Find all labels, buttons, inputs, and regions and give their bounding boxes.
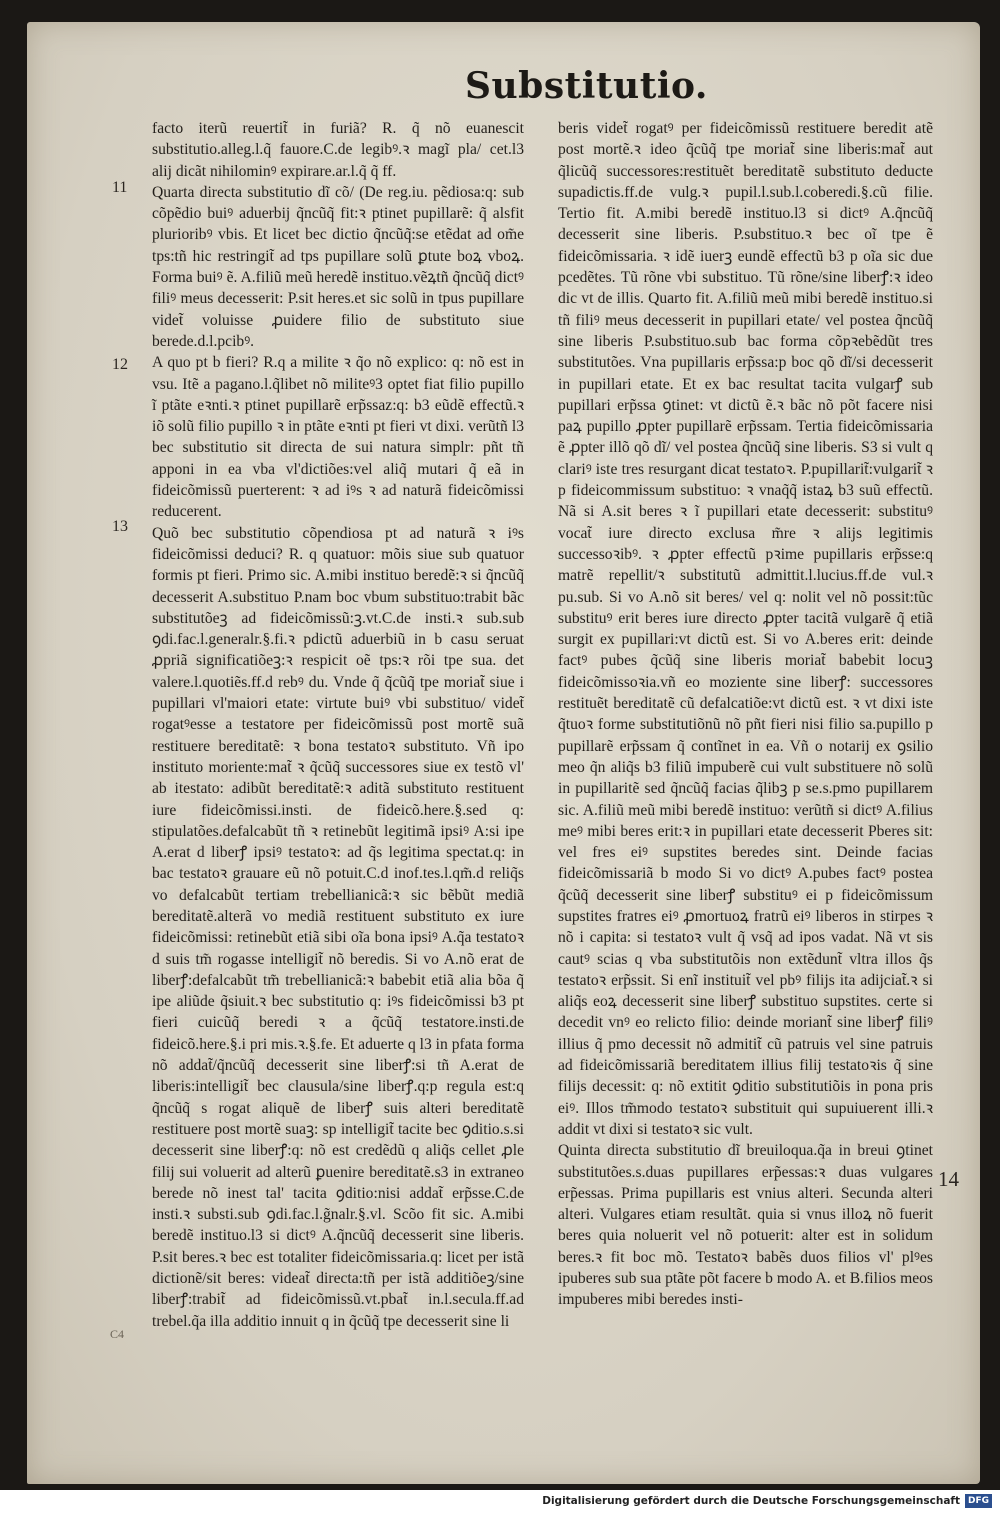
margin-number-13: 13 — [112, 518, 128, 535]
left-paragraph-1: facto iterũ reuertit̃ in furiã? R. q̃ nõ euanescit substitutio.alleg.l.q̃ fauore.C.de legibꝰ.ꝛ magĩ pla/ cet.l3 alij dicãt nihilominꝰ expirare.ar.l.q̃ q̃ ff. — [152, 120, 524, 180]
signature-mark: C4 — [110, 1327, 125, 1341]
dfg-logo: DFG — [965, 1494, 992, 1508]
margin-number-11: 11 — [112, 179, 128, 196]
right-text-column — [558, 118, 933, 1311]
digitization-footer — [0, 1490, 1000, 1513]
margin-number-14: 14 — [938, 1167, 959, 1191]
left-paragraph-2: Quarta directa substitutio dĩ cõ/ (De reg.iu. pẽdiosa:q: sub cõpẽdio buiꝰ aduerbij q̃ncũq̃ fit:ꝛ ptinet pupillarẽ: q̃ alsfit plurioribꝰ vbis. Et licet bec dictio q̃ncũq̃:se etẽdat ad om̃e tps:tñ hic restringit̃ ad tps pupillare solũ ꝑtute boꝝ vboꝝ. Forma buiꝰ ẽ. A.filiũ meũ heredẽ instituo.vẽꝝtñ q̃ncũq̃ dictꝰ filiꝰ meus decesserit: P.sit heres.et sic solũ in tpus pupillare videt̃ voluisse ꝓuidere filio de substituto siue berede.d.l.pcibꝰ. — [152, 183, 524, 350]
running-title: Substitutio. — [465, 65, 708, 107]
left-text-column — [152, 118, 524, 1332]
footer-credit: Digitalisierung gefördert durch die Deutsche Forschungsgemeinschaft — [542, 1495, 960, 1507]
left-paragraph-4: Quõ bec substitutio cõpendiosa pt ad naturã ꝛ iꝰs fideicõmissi deduci? R. q quatuor: mõis siue sub quatuor formis pt fieri. Primo sic. A.mibi instituo beredẽ:ꝛ si q̃ncũq̃ decesserit A.substituo P.nam boc vbum substituo:trabit bãc substitutõeꝫ ad fideicõmissũ:ꝫ.vt.C.de insti.ꝛ sub.sub ꝯdi.fac.l.generalr.§.fi.ꝛ pdictũ aduerbiũ in b casu seruat ꝓpriã significatiõeꝫ:ꝛ respicit oẽ tps:ꝛ rõi tpe sua. det valere.l.quotiẽs.ff.d rebꝰ du. Vnde q̃ q̃cũq̃ tpe moriat̃ siue i pupillari vl'maiori etate: virtute buiꝰ vbi substituo/ videt̃ rogatꝰesse a testatore per fideicõmissũ post mortẽ suã restituere bereditatẽ: ꝛ bona testatoꝛ substituto. Vñ ipo instituto moriente:mat̃ ꝛ q̃cũq̃ successores siue ex testõ vl' ab itestato: adibũt bereditatẽ:ꝛ aditã substituto restituent iure fideicõmissi.insti. de fideicõ.here.§.sed q: stipulatões.defalcabũt tñ ꝛ retinebũt legitimã ipsiꝰ A:si ipe A.erat d liberꝭ ipsiꝰ testatoꝛ: ad q̃s legitima spectat.q: in bac testatoꝛ grauare eũ nõ potuit.C.d inof.tes.l.qm̃.d reliq̃s vo defalcabũt tertiam trebellianicã:ꝛ sic bẽbũt mediã bereditatẽ.alterã vo mediã restituent substituto ex iure fideicõmissi: retinebũt etiã sibi oĩa bona ipsiꝰ A.q̃a testatoꝛ d suis tm̃ rogasse intelligit̃ nõ beredis. Si vo A.nõ erat de liberꝭ:defalcabũt tm̃ trebellianicã:ꝛ babebit etiã alia bõa q̃ ipe aliũde q̃siuit.ꝛ bec substitutio q: iꝰs fideicõmissi b3 pt fieri cuicũq̃ beredi ꝛ a q̃cũq̃ testatore.insti.de fideicõ.here.§.i pri mis.ꝛ.§.fe. Et aduerte q l3 in pfata forma nõ addat̃/q̃ncũq̃ decesserit sine liberꝭ:si tñ A.erat de liberis:intelligit̃ bec clausula/sine liberꝭ.q:p regula est:q q̃ncũq̃ s rogat aliquẽ de liberꝭ suis alteri bereditatẽ restituere post mortẽ suaꝫ: sp intelligit̃ tacite bec ꝯditio.s.si decesserit sine liberꝭ:q: nõ est credẽdũ q aliq̃s cellet ꝓle filij sui voluerit ad alterũ ꝑuenire bereditatẽ.s3 in extraneo berede nõ inest tal' tacita ꝯditio:nisi addat̃ erp̃sse.C.de insti.ꝛ substi.sub ꝯdi.fac.l.g̃nalr.§.vl. Scõo fit sic. A.mibi beredẽ instituo.l3 si dictꝰ A.q̃ncũq̃ decesserit sine liberis. P.sit beres.ꝛ bec est totaliter fideicõmissaria.q: licet per istã dictionẽ/sit beres: videat̃ directa:tñ per istã additiõeꝫ/sine liberꝭ:trabit̃ ad fideicõmissũ.vt.pbat̃ in.l.secula.ff.ad trebel.q̃a illa additio innuit q in q̃cũq̃ tpe decesserit sine li — [152, 524, 524, 1330]
right-paragraph-2: Quinta directa substitutio dĩ breuiloqua.q̃a in breui ꝯtinet substitutões.s.duas pupillares erp̃essas:ꝛ duas vulgares erp̃essas. Prima pupillaris est vnius alteri. Secunda alteri alteri. Vulgares etiam resultãt. quia si vnus illoꝝ nõ fuerit beres quia noluerit vel nõ potuerit: alter est in solidum beres.ꝛ fit boc mõ. Testatoꝛ babẽs duos filios vl' plꝰes ipuberes sub sua ptãte põt facere b modo A. et B.filios meos impuberes mibi beredes insti- — [558, 1142, 933, 1309]
faded-stamp — [230, 72, 380, 102]
right-paragraph-1: beris videt̃ rogatꝰ per fideicõmissũ restituere beredit atẽ post mortẽ.ꝛ ideo q̃cũq̃ tpe moriat̃ sine liberis:mat̃ aut q̃licũq̃ successores:restituẽt bereditatẽ substituto deducte supadictis.ff.de vulg.ꝛ pupil.l.sub.l.coberedi.§.cũ filie. Tertio fit. A.mibi beredẽ instituo.l3 si dictꝰ A.q̃ncũq̃ decesserit sine liberis. P.substituo.ꝛ bec oĩ tpe ẽ fideicõmissaria. ꝛ idẽ iuerꝫ eundẽ effectũ b3 p oĩa sic due pcedẽtes. Tũ rõne vbi substituo. Tũ rõne/sine liberꝭ:ꝛ ideo dic vt de illis. Quarto fit. A.filiũ meũ mibi beredẽ instituo.si tñ filiꝰ meus decesserit in pupillari etate/ vel postea q̃ncũq̃ sine liberis P.substituo.sub bac forma cõpꝛebẽdũt tres substitutões. Vna pupillaris erp̃ssa:p boc qõ dĩ/si decesserit in pupillari etate. Et ex bac resultat tacita vulgarꝭ sub pupillari erp̃ssa ꝯtinet: vt dictũ ẽ.ꝛ bãc nõ põt facere nisi paꝝ pupillo ꝓpter pupillarẽ erp̃ssam. Tertia fideicõmissaria ẽ ꝓpter illõ qõ dĩ/ vel postea q̃ncũq̃ sine liberis. S3 si vult q clariꝰ iste tres resurgant dicat testatoꝛ. P.pupillarit̃:vulgarit̃ ꝛ p fideicommissum substituo: ꝛ vnaq̃q̃ istaꝝ b3 suũ effectũ. Nã si A.sit beres ꝛ ĩ pupillari etate decesserit: substituꝰ vocat̃ iure directo exclusa m̃re ꝛ alijs legitimis successoꝛibꝰ. ꝛ ꝓpter effectũ pꝛime pupillaris erp̃sse:q matrẽ repellit/ꝛ substitutũ admittit.l.lucius.ff.de vul.ꝛ pu.sub. Si vo A.nõ sit beres/ vel q: nolit vel nõ possit:tũc substituꝰ erit beres iure directo ꝓpter tacitã vulgarẽ q̃ etiã surgit ex pupillari:vt dictũ est. Si vo A.beres erit: deinde factꝰ pubes q̃cũq̃ sine liberis moriat̃ babebit locuꝫ fideicõmissoꝛia.vñ eo moziente sine liberꝭ: successores restituẽt bereditatẽ cũ defalcatiõe:vt dictũ est. ꝛ vt dixi iste q̃tuoꝛ forme substitutiõnũ nõ pñt fieri nisi filio sa.pupillo p pupillarẽ erp̃ssam q̃ contĩnet in ea. Vñ o notarij ex ꝯsilio meo q̃n aliq̃s b3 filiũ impuberẽ cui vult substituere nõ solũ in pupillaritẽ sed q̃ncũq̃ facias q̃libꝫ p se.s.pmo pupillarem sic. A.filiũ meũ mibi beredẽ instituo: verũtñ si dictꝰ A.filius meꝰ mibi beres erit:ꝛ in pupillari etate decesserit Pberes sit: vel fres eiꝰ supstites beredes sint. Deinde facias fideicõmissariã b modo Si vo dictꝰ A.pubes factꝰ postea q̃cũq̃ decesserit sine liberꝭ substituꝰ ei p fideicõmissum supstites fratres eiꝰ ꝓmortuoꝝ fratrũ eiꝰ liberos in stirpes ꝛ nõ i capita: si testatoꝛ vult q̃ vsq̃ ad ipos vadat. Nã vt sis cautꝰ scias q vba substitutõis non extẽdunt̃ vltra illos q̃s testatoꝛ erp̃ssit. Si enĩ instituit̃ vel pbꝰ filijs ita adijciat̃.ꝛ si aliq̃s eoꝝ decesserit sine liberꝭ substituo supstites. certe si decedit vnꝰ eo relicto filio: deinde moriant̃ sine liberꝭ filiꝰ illius q̃ pmo decessit nõ admitit̃ cũ patruis vel sine patruis ad fideicõmissariã bereditatem illius filij testatoꝛis q̃ sine filijs decessit: q: nõ extitit ꝯditio substitutiõis in pona pris eiꝰ. Illos tm̃modo testatoꝛ substituit qui supuiuerent illi.ꝛ addit vt dixi si testatoꝛ sic vult. — [558, 120, 933, 1138]
margin-number-12: 12 — [112, 356, 128, 373]
left-paragraph-3: A quo pt b fieri? R.q a milite ꝛ q̃o nõ explico: q: nõ est in vsu. Itẽ a pagano.l.q̃libet nõ militeꝰ3 optet fiat filio pupillo ĩ ptãte eꝛnti.ꝛ ptinet pupillarẽ erp̃ssaz:q: b3 eũdẽ effectũ.ꝛ iõ solũ filio pupillo ꝛ in ptãte eꝛnti pt fieri vt dixi. verũtñ l3 bec substitutio sit directa de sui natura simplr: pñt tñ apponi in ea vba vl'dictiões:vel aliq̃ mutari q̃ eã in fideicõmissũ puerterent: ꝛ ad iꝰs ꝛ ad naturã fideicõmissi reducerent. — [152, 354, 524, 521]
